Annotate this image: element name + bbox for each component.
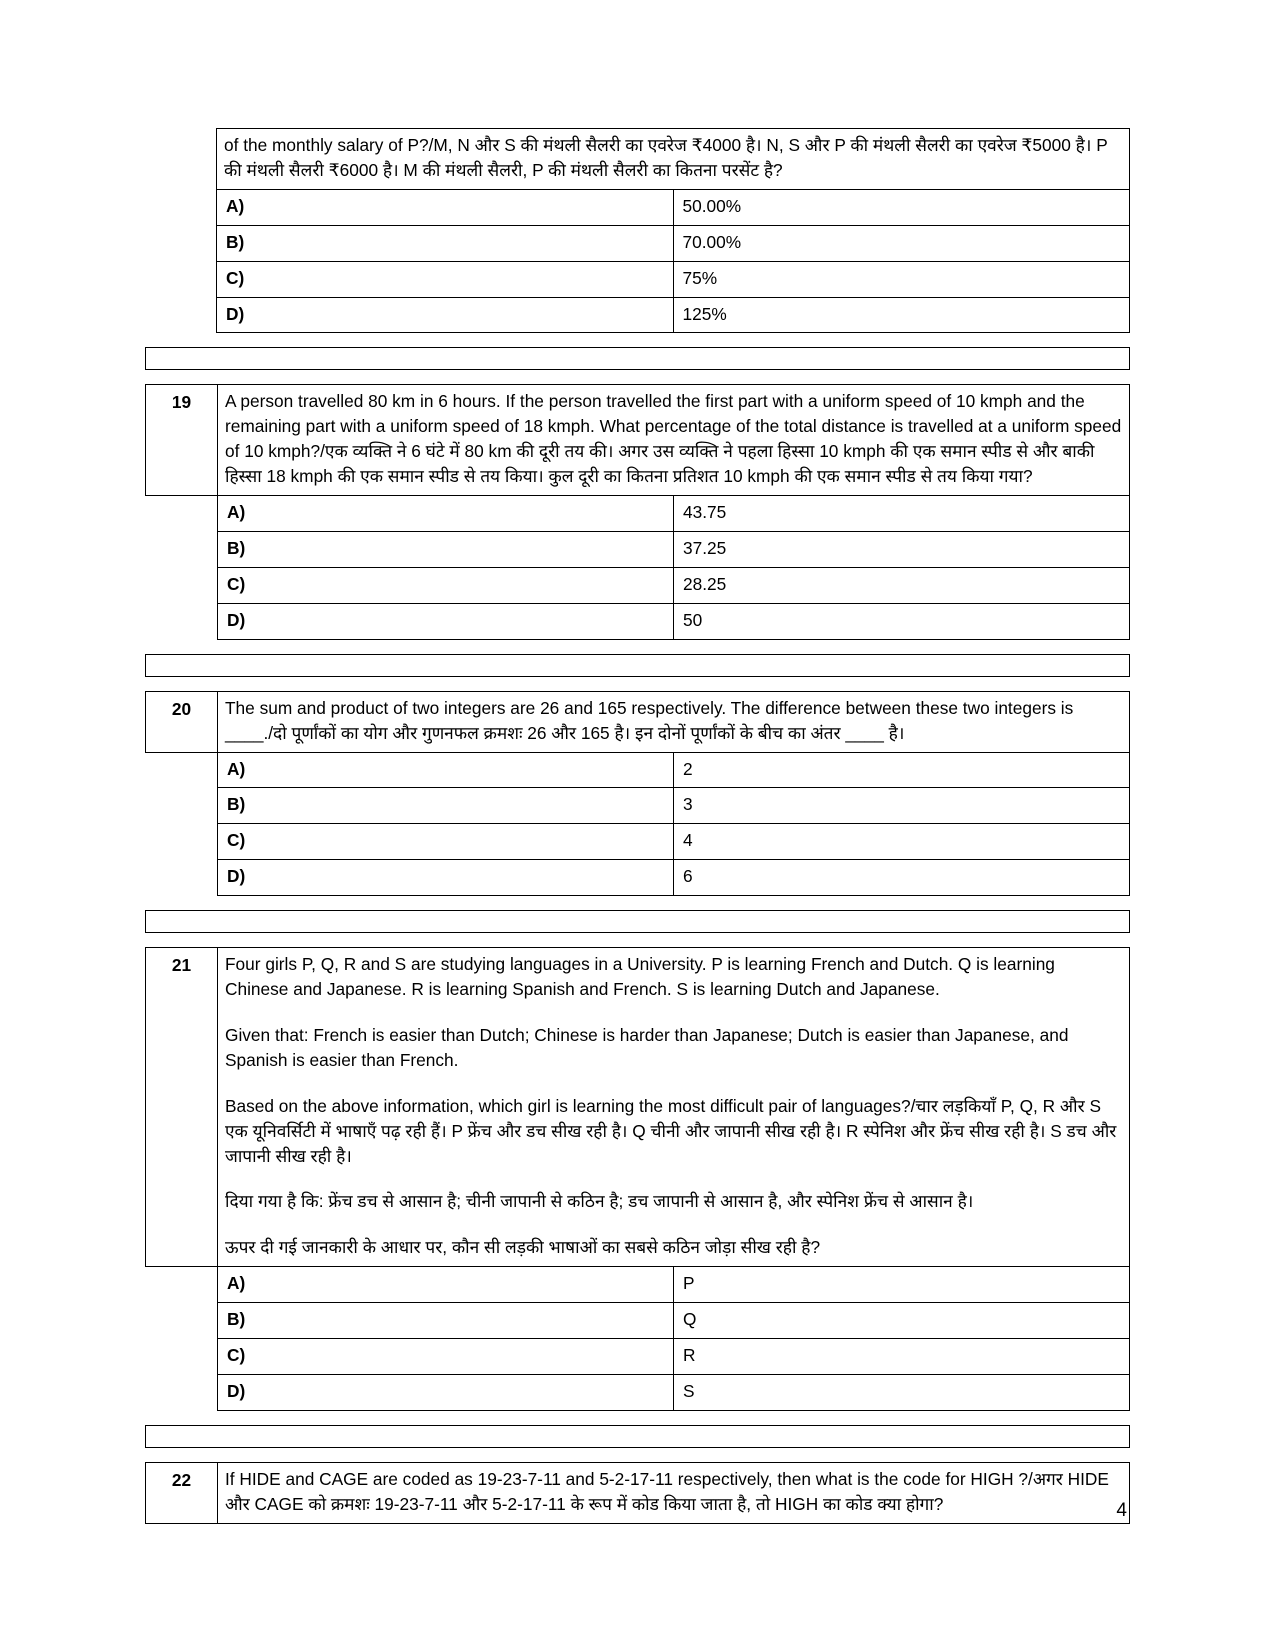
option-text-c[interactable]: 28.25 [674, 567, 1130, 603]
spacer-cell [145, 261, 217, 297]
question-block-19 [145, 384, 1130, 639]
option-row[interactable] [145, 189, 1130, 225]
page-number: 4 [1116, 1500, 1127, 1521]
option-row[interactable] [145, 297, 1130, 333]
block-separator [145, 677, 1130, 691]
question-number [145, 129, 217, 190]
spacer-cell [146, 348, 1130, 370]
option-label-c: C) [217, 261, 674, 297]
block-separator [145, 1448, 1130, 1462]
spacer-cell [146, 788, 218, 824]
option-row[interactable] [146, 603, 1130, 639]
spacer-cell [146, 567, 218, 603]
option-label-d: D) [218, 1375, 674, 1411]
option-label-a: A) [218, 752, 674, 788]
spacer-cell [145, 189, 217, 225]
option-label-b: B) [218, 531, 674, 567]
question-paragraph-3: Based on the above information, which girl is learning the most difficult pair of languages?/चार लड़कियाँ P, Q, R और S एक यूनिवर्सिटी में भाषाएँ पढ़ रही हैं। P फ्रेंच और डच सीख रही है। Q चीनी और जापानी सीख रही है। R स्पेनिश और फ्रेंच सीख रही है। S डच और जापानी सीख रही है। [225, 1095, 1117, 1166]
option-label-a: A) [218, 1267, 674, 1303]
spacer-cell [146, 603, 218, 639]
question-stem-row [146, 385, 1130, 496]
option-row[interactable] [146, 1303, 1130, 1339]
question-paragraph-4: दिया गया है कि: फ्रेंच डच से आसान है; चीनी जापानी से कठिन है; डच जापानी से आसान है, और स्पेनिश फ्रेंच से आसान है। [225, 1191, 974, 1212]
spacer-cell [146, 1425, 1130, 1447]
question-stem-row [146, 691, 1130, 752]
block-separator [145, 896, 1130, 910]
option-row[interactable] [146, 752, 1130, 788]
spacer-cell [146, 911, 1130, 933]
option-text-d[interactable]: 50 [674, 603, 1130, 639]
spacer-cell [146, 824, 218, 860]
question-block-20 [145, 691, 1130, 896]
option-label-a: A) [217, 189, 674, 225]
question-number-20: 20 [146, 691, 218, 752]
option-label-c: C) [218, 1339, 674, 1375]
question-paragraph-2: Given that: French is easier than Dutch; Chinese is harder than Japanese; Dutch is easier than Japanese, and Spanish is easier than French. [225, 1024, 1069, 1070]
option-row[interactable] [146, 531, 1130, 567]
spacer-cell [146, 496, 218, 532]
block-separator [145, 1411, 1130, 1425]
option-text-a[interactable]: 50.00% [673, 189, 1130, 225]
option-text-b[interactable]: 3 [674, 788, 1130, 824]
spacer-cell [145, 297, 217, 333]
option-text-c[interactable]: 4 [674, 824, 1130, 860]
question-stem-21 [218, 948, 1130, 1267]
question-block-22 [145, 1462, 1130, 1524]
option-text-b[interactable]: Q [674, 1303, 1130, 1339]
option-row[interactable] [145, 261, 1130, 297]
option-row[interactable] [146, 860, 1130, 896]
option-row[interactable] [146, 788, 1130, 824]
option-text-c[interactable]: 75% [673, 261, 1130, 297]
spacer-cell [146, 1267, 218, 1303]
block-separator [145, 333, 1130, 347]
question-number-19: 19 [146, 385, 218, 496]
option-label-c: C) [218, 824, 674, 860]
option-text-a[interactable]: P [674, 1267, 1130, 1303]
option-label-d: D) [217, 297, 674, 333]
question-block-21 [145, 947, 1130, 1411]
option-text-b[interactable]: 37.25 [674, 531, 1130, 567]
option-text-a[interactable]: 43.75 [674, 496, 1130, 532]
option-label-a: A) [218, 496, 674, 532]
question-number-21: 21 [146, 948, 218, 1267]
block-separator [145, 933, 1130, 947]
question-stem-row [146, 1462, 1130, 1523]
option-text-d[interactable]: S [674, 1375, 1130, 1411]
spacer-cell [145, 225, 217, 261]
spacer-box [145, 910, 1130, 933]
option-label-b: B) [217, 225, 674, 261]
option-text-d[interactable]: 125% [673, 297, 1130, 333]
question-stem-19: A person travelled 80 km in 6 hours. If the person travelled the first part with a uniform speed of 10 kmph and the remaining part with a uniform speed of 18 kmph. What percentage of the total distance is travelled at a uniform speed of 10 kmph?/एक व्यक्ति ने 6 घंटे में 80 km की दूरी तय की। अगर उस व्यक्ति ने पहला हिस्सा 10 kmph की एक समान स्पीड से और बाकी हिस्सा 18 kmph की एक समान स्पीड से तय किया। कुल दूरी का कितना प्रतिशत 10 kmph की एक समान स्पीड से तय किया गया? [218, 385, 1130, 496]
option-label-d: D) [218, 860, 674, 896]
question-block-continued [145, 128, 1130, 333]
spacer-cell [146, 752, 218, 788]
question-stem-20: The sum and product of two integers are 26 and 165 respectively. The difference between these two integers is ____./दो पूर्णांकों का योग और गुणनफल क्रमशः 26 और 165 है। इन दोनों पूर्णांकों के बीच का अंतर ____ है। [218, 691, 1130, 752]
spacer-cell [146, 1303, 218, 1339]
option-row[interactable] [146, 1375, 1130, 1411]
question-stem: of the monthly salary of P?/M, N और S की मंथली सैलरी का एवरेज ₹4000 है। N, S और P की मंथली सैलरी का एवरेज ₹5000 है। P की मंथली सैलरी ₹6000 है। M की मंथली सैलरी, P की मंथली सैलरी का कितना परसेंट है? [217, 129, 1130, 190]
option-text-a[interactable]: 2 [674, 752, 1130, 788]
block-separator [145, 370, 1130, 384]
option-label-d: D) [218, 603, 674, 639]
spacer-box [145, 1425, 1130, 1448]
option-row[interactable] [146, 1267, 1130, 1303]
spacer-cell [146, 1375, 218, 1411]
question-number-22: 22 [146, 1462, 218, 1523]
option-row[interactable] [146, 824, 1130, 860]
spacer-box [145, 654, 1130, 677]
spacer-cell [146, 531, 218, 567]
spacer-box [145, 347, 1130, 370]
question-stem-row [146, 948, 1130, 1267]
option-row[interactable] [145, 225, 1130, 261]
spacer-cell [146, 860, 218, 896]
option-text-b[interactable]: 70.00% [673, 225, 1130, 261]
question-paragraph-5: ऊपर दी गई जानकारी के आधार पर, कौन सी लड़की भाषाओं का सबसे कठिन जोड़ा सीख रही है? [225, 1237, 821, 1258]
question-paragraph-1: Four girls P, Q, R and S are studying languages in a University. P is learning French and Dutch. Q is learning Chinese and Japanese. R is learning Spanish and French. S is learning Dutch and Japanese. [225, 954, 1055, 1000]
option-label-b: B) [218, 788, 674, 824]
option-label-c: C) [218, 567, 674, 603]
spacer-cell [146, 654, 1130, 676]
option-row[interactable] [146, 567, 1130, 603]
option-text-d[interactable]: 6 [674, 860, 1130, 896]
option-row[interactable] [146, 1339, 1130, 1375]
block-separator [145, 640, 1130, 654]
question-stem-row [145, 129, 1130, 190]
option-text-c[interactable]: R [674, 1339, 1130, 1375]
option-row[interactable] [146, 496, 1130, 532]
question-stem-22: If HIDE and CAGE are coded as 19-23-7-11 and 5-2-17-11 respectively, then what is the code for HIGH ?/अगर HIDE और CAGE को क्रमशः 19-23-7-11 और 5-2-17-11 के रूप में कोड किया जाता है, तो HIGH का कोड क्या होगा? [218, 1462, 1130, 1523]
spacer-cell [146, 1339, 218, 1375]
option-label-b: B) [218, 1303, 674, 1339]
